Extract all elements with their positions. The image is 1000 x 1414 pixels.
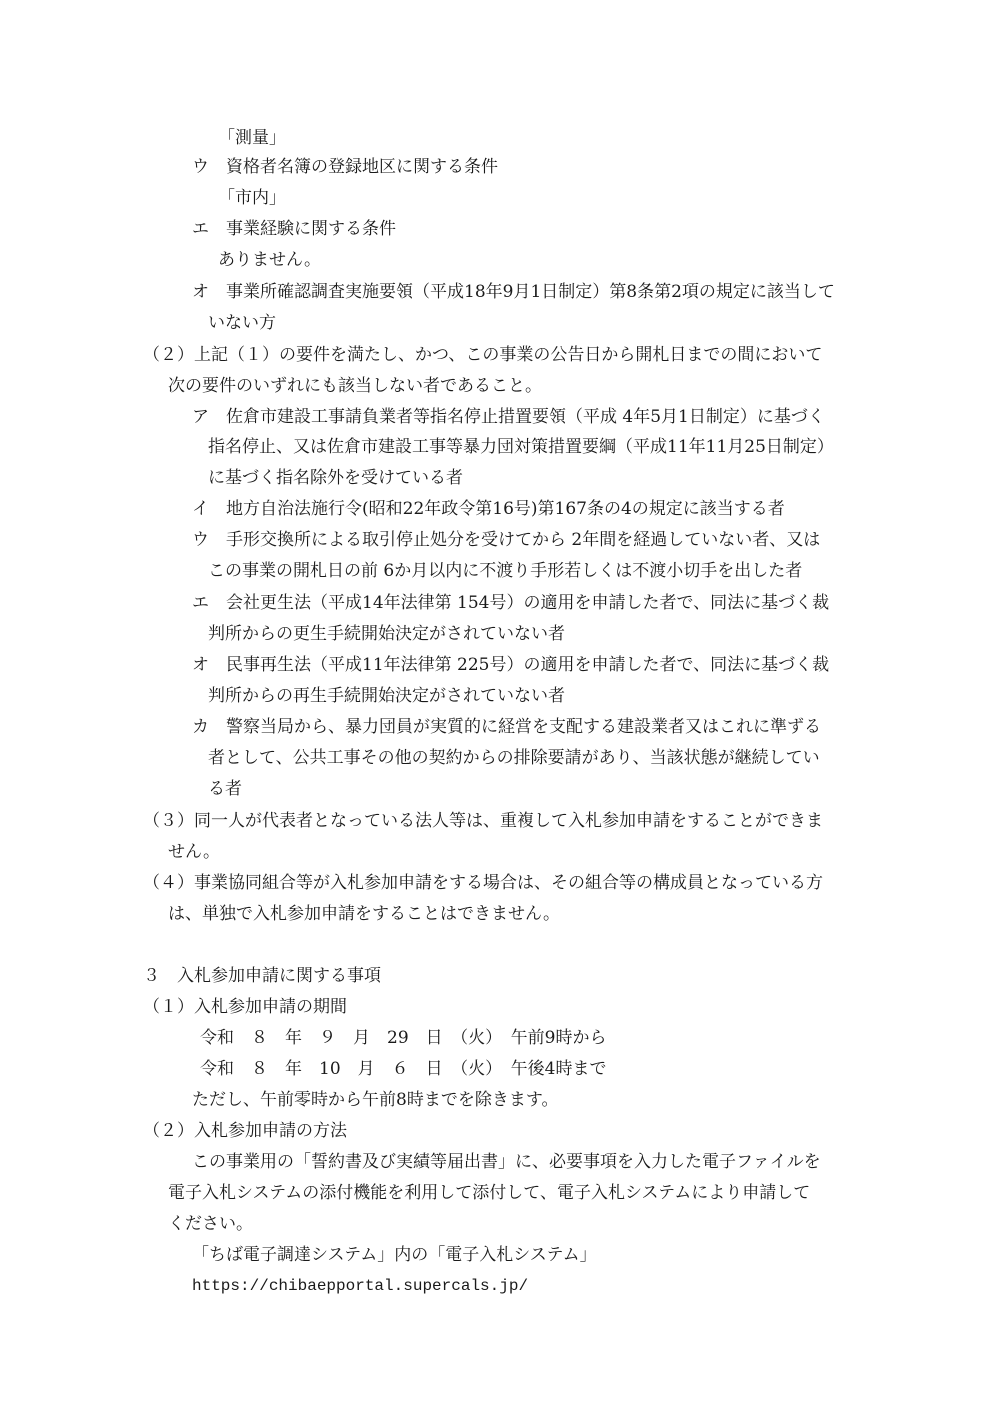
text-line: 電子入札システムの添付機能を利用して添付して、電子入札システムにより申請して: [168, 1183, 811, 1203]
text-line: オ 事業所確認調査実施要領（平成18年9月1日制定）第8条第2項の規定に該当して: [192, 282, 835, 302]
text-line: せん。: [168, 842, 221, 862]
text-line: 「市内」: [218, 188, 286, 208]
text-line: ア 佐倉市建設工事請負業者等指名停止措置要領（平成 4年5月1日制定）に基づく: [192, 407, 825, 427]
text-line: は、単独で入札参加申請をすることはできません。: [168, 904, 561, 924]
text-line: オ 民事再生法（平成11年法律第 225号）の適用を申請した者で、同法に基づく裁: [192, 655, 830, 675]
text-line: ウ 資格者名簿の登録地区に関する条件: [192, 157, 498, 177]
section-heading: （２）入札参加申請の方法: [143, 1121, 347, 1141]
text-line: ありません。: [218, 250, 322, 270]
text-line: る者: [208, 779, 242, 799]
text-line: ウ 手形交換所による取引停止処分を受けてから 2年間を経過していない者、又は: [192, 530, 821, 550]
text-line: 指名停止、又は佐倉市建設工事等暴力団対策措置要綱（平成11年11月25日制定）: [208, 437, 834, 457]
text-line: 判所からの再生手続開始決定がされていない者: [208, 686, 565, 706]
text-line: に基づく指名除外を受けている者: [208, 468, 463, 488]
section-heading: （２）上記（１）の要件を満たし、かつ、この事業の公告日から開札日までの間において: [143, 345, 823, 365]
period-end: 令和 ８ 年 10 月 ６ 日 （火） 午後4時まで: [200, 1059, 607, 1079]
text-line: いない方: [208, 313, 276, 333]
text-line: カ 警察当局から、暴力団員が実質的に経営を支配する建設業者又はこれに準ずる: [192, 717, 821, 737]
section-heading: （３）同一人が代表者となっている法人等は、重複して入札参加申請をすることができま: [143, 811, 823, 831]
chapter-heading: ３ 入札参加申請に関する事項: [143, 966, 381, 986]
text-line: エ 事業経験に関する条件: [192, 219, 396, 239]
text-line: 判所からの更生手続開始決定がされていない者: [208, 624, 565, 644]
text-line: この事業の開札日の前 6か月以内に不渡り手形若しくは不渡小切手を出した者: [208, 561, 803, 581]
text-line: ください。: [168, 1214, 253, 1234]
text-line: イ 地方自治法施行令(昭和22年政令第16号)第167条の4の規定に該当する者: [192, 499, 785, 519]
text-line: ただし、午前零時から午前8時までを除きます。: [192, 1090, 559, 1110]
section-heading: （１）入札参加申請の期間: [143, 997, 347, 1017]
section-heading: （４）事業協同組合等が入札参加申請をする場合は、その組合等の構成員となっている方: [143, 873, 823, 893]
period-start: 令和 ８ 年 ９ 月 29 日 （火） 午前9時から: [200, 1028, 607, 1048]
text-line: 次の要件のいずれにも該当しない者であること。: [168, 376, 542, 396]
text-line: エ 会社更生法（平成14年法律第 154号）の適用を申請した者で、同法に基づく裁: [192, 593, 830, 613]
text-line: この事業用の「誓約書及び実績等届出書」に、必要事項を入力した電子ファイルを: [192, 1152, 821, 1172]
portal-url: https://chibaepportal.supercals.jp/: [192, 1277, 529, 1295]
text-line: 「測量」: [218, 128, 286, 148]
text-line: 「ちば電子調達システム」内の「電子入札システム」: [192, 1245, 597, 1265]
text-line: 者として、公共工事その他の契約からの排除要請があり、当該状態が継続してい: [208, 748, 820, 768]
